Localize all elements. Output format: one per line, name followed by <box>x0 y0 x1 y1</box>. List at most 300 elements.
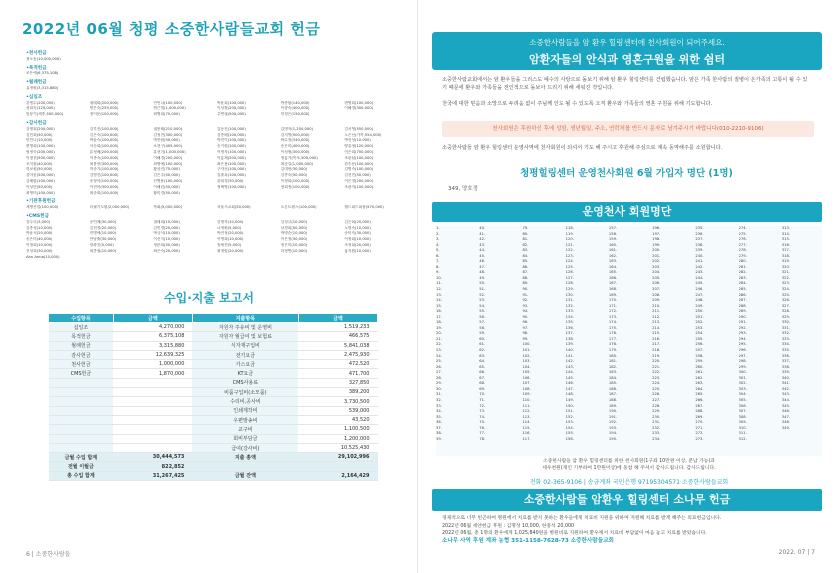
roster-entry: 349. <box>781 425 790 430</box>
roster-entry: 280. <box>738 259 747 264</box>
roster-entry: 104. <box>522 364 531 369</box>
table-cell: 전기요금 <box>192 350 298 359</box>
pine-text <box>442 515 812 545</box>
roster-entry: 56. <box>479 314 486 319</box>
donor-entry: 이정현(500,000) <box>26 155 55 160</box>
roster-entry: 94. <box>522 309 529 314</box>
roster-entry: 64. <box>479 359 486 364</box>
roster-entry: 192. <box>608 420 618 425</box>
roster-entry: 244. <box>695 275 704 280</box>
roster-entry: 215. <box>652 331 661 336</box>
roster-entry: 285. <box>738 287 747 292</box>
roster-entry: 272. <box>695 431 704 436</box>
donation-heading: •십일조 <box>26 94 43 100</box>
roster-entry: 76. <box>479 425 486 430</box>
donor-entry: 권봉태(210,000) <box>153 126 183 131</box>
income-expense-table <box>48 313 378 481</box>
roster-entry: 251. <box>695 314 704 319</box>
table-header: 금액 <box>113 314 192 323</box>
roster-entry: 208. <box>652 292 661 297</box>
roster-entry: 162. <box>608 253 618 258</box>
table-cell: 1,100,500 <box>298 425 377 434</box>
roster-entry: 58. <box>479 325 486 330</box>
roster-entry: 268. <box>695 409 704 414</box>
table-cell: 30,444,573 <box>113 453 192 462</box>
roster-entry: 253. <box>695 325 704 330</box>
table-cell: 466,575 <box>298 332 377 341</box>
roster-entry: 288. <box>738 303 747 308</box>
roster-entry: 248. <box>695 298 704 303</box>
roster-entry: 86. <box>522 264 529 269</box>
roster-entry: 51. <box>479 287 486 292</box>
pine-account: 소나무 사역 후원 계좌 농협 351-1158-7628-73 소중한사람들교회 <box>442 537 614 544</box>
table-cell: 43,520 <box>298 415 377 424</box>
donor-entry: 최영미(100,000) <box>26 190 55 195</box>
donor-entry: 송은미(40,000) <box>26 237 53 242</box>
roster-entry: 159. <box>608 237 618 242</box>
roster-entry: 142. <box>565 359 574 364</box>
roster-entry: 165. <box>608 270 618 275</box>
roster-entry: 108. <box>522 386 531 391</box>
table-cell: 식자재구입비 <box>192 341 298 350</box>
donor-entry: 송기원(100,000) <box>217 144 246 149</box>
donor-entry: 최종권(10,000) <box>89 248 117 253</box>
donor-entry: 구자선(100,000) <box>217 167 246 172</box>
donor-entry: 정은미(10,000) <box>280 242 308 247</box>
roster-entry: 13. <box>436 292 442 297</box>
roster-entry: 323. <box>781 281 790 286</box>
table-cell: CMS헌금 <box>49 369 114 378</box>
table-cell: 1,870,000 <box>113 369 192 378</box>
roster-entry: 314. <box>781 231 790 236</box>
donor-entry: 정택영(100,000) <box>217 184 246 189</box>
roster-entry: 47. <box>479 264 486 269</box>
donor-entry: 김동진(100,000) <box>217 126 246 131</box>
roster-entry: 87. <box>522 270 529 275</box>
donor-entry: 김혜림(100,000) <box>26 178 55 183</box>
roster-entry: 219. <box>652 353 661 358</box>
roster-entry: 239. <box>695 248 704 253</box>
roster-entry: 27. <box>436 370 442 375</box>
donor-entry: 이현아(300,000) <box>89 184 119 189</box>
roster-entry: 118. <box>565 226 574 230</box>
roster-entry: 293. <box>738 331 747 336</box>
donor-entry: 박규식(10,000) <box>153 231 180 236</box>
roster-entry: 339. <box>781 370 790 375</box>
donor-entry: 조정희(20,000) <box>344 242 371 247</box>
roster-entry: 135. <box>565 320 574 325</box>
roster-entry: 317. <box>781 248 790 253</box>
roster-entry: 217. <box>652 342 661 347</box>
donor-entry: 이종숙(100,000) <box>89 155 119 160</box>
donor-entry: 박진이(100,000) <box>217 138 246 143</box>
roster-entry: 346. <box>781 409 790 414</box>
roster-entry: 85. <box>522 259 529 264</box>
roster-entry: 130. <box>565 292 574 297</box>
roster-entry: 331. <box>781 325 790 330</box>
roster-entry: 67. <box>479 375 486 380</box>
roster-entry: 170. <box>608 298 618 303</box>
table-row <box>49 406 378 415</box>
donor-entry: 김민경(20,000) <box>153 225 180 230</box>
donor-entry: 김지영(500,000) <box>280 132 310 137</box>
roster-entry: 49. <box>479 275 486 280</box>
roster-entry: 186. <box>608 386 618 391</box>
roster-entry: 324. <box>781 287 790 292</box>
roster-entry: 296. <box>738 348 747 353</box>
table-cell <box>49 415 114 424</box>
roster-entry: 174. <box>608 320 618 325</box>
roster-entry: 236. <box>695 231 704 236</box>
donor-entry: 김현진(50,000) <box>344 173 371 178</box>
table-cell: 6,375,108 <box>113 332 192 341</box>
table-cell <box>49 443 114 452</box>
donor-entry: 허보섭(50,000) <box>26 167 53 172</box>
table-row <box>49 434 378 443</box>
roster-entry: 240. <box>695 253 704 258</box>
donor-entry: Ahn Anna(10,000) <box>26 254 60 259</box>
roster-entry: 10. <box>436 275 442 280</box>
donor-grid <box>26 71 406 77</box>
roster-entry: 178. <box>608 342 618 347</box>
donor-entry: 홍지원(10,000) <box>344 248 371 253</box>
thanks-notice <box>436 458 822 472</box>
roster-entry: 26. <box>436 364 442 369</box>
roster-entry: 319. <box>781 259 790 264</box>
donor-entry: 서울시교회(50,000) <box>217 205 251 210</box>
roster-entry: 203. <box>652 264 661 269</box>
donor-entry: 공인례(30,000) <box>89 219 117 224</box>
donation-heading: •천사헌금 <box>26 51 47 56</box>
roster-entry: 238. <box>695 242 704 247</box>
donor-entry: 최은숙(20,000) <box>153 248 180 253</box>
table-cell: 29,102,996 <box>298 453 377 462</box>
roster-entry: 326. <box>781 298 790 303</box>
roster-entry: 117. <box>522 436 531 441</box>
table-row <box>49 323 378 332</box>
roster-entry: 242. <box>695 264 704 269</box>
roster-entry: 329. <box>781 314 790 319</box>
donor-entry: 강두리(3,000) <box>26 219 51 224</box>
roster-entry: 290. <box>738 314 747 319</box>
roster-entry: 343. <box>781 392 790 397</box>
roster-entry: 209. <box>652 298 661 303</box>
roster-entry: 153. <box>565 420 574 425</box>
bank-account: 전화 02-365-9106 | 송금계좌 국민은행 97195304571 소중한사람들교회 <box>529 479 729 486</box>
table-cell: 금월 수입 합계 <box>49 453 114 462</box>
table-cell: 5,841,038 <box>298 341 377 350</box>
roster-entry: 321. <box>781 270 790 275</box>
angel-banner <box>432 32 822 70</box>
donor-grid <box>26 220 406 261</box>
donor-entry: 권태희(10,000) <box>153 219 180 224</box>
donation-heading: •감사헌금 <box>26 120 47 126</box>
table-cell: 십일조 <box>49 323 114 332</box>
donor-entry: 김성규(10,000) <box>280 219 308 224</box>
roster-entry: 132. <box>565 303 574 308</box>
table-cell: 수리비,공사비 <box>192 397 298 406</box>
angel-banner-title: 암환자들의 안식과 영혼구원을 위한 쉼터 <box>529 53 725 66</box>
table-cell: 1,200,000 <box>298 434 377 443</box>
roster-entry: 286. <box>738 292 747 297</box>
roster-entry: 131. <box>565 298 574 303</box>
roster-entry: 141. <box>565 353 574 358</box>
roster-entry: 42. <box>479 237 486 242</box>
donor-entry: 박명순(10,000) <box>280 231 308 236</box>
table-row <box>49 388 378 397</box>
roster-entry: 169. <box>608 292 618 297</box>
roster-entry: 66. <box>479 370 486 375</box>
donor-entry: 신영용(100,000) <box>153 178 183 183</box>
roster-entry: 265. <box>695 392 704 397</box>
table-cell: 1,519,233 <box>298 323 377 332</box>
donor-entry: 이향숙(400,000) <box>280 106 310 111</box>
roster-entry: 113. <box>522 414 531 419</box>
donor-entry: 더필기도원(2,000,000) <box>89 205 130 210</box>
roster-entry: 2. <box>436 231 440 236</box>
roster-entry: 57. <box>479 320 486 325</box>
roster-entry: 102. <box>522 353 531 358</box>
roster-entry: 234. <box>652 436 661 441</box>
table-row <box>49 471 378 480</box>
roster-entry: 89. <box>522 281 529 286</box>
roster-entry: 154. <box>565 425 574 430</box>
roster-entry: 187. <box>608 392 618 397</box>
roster-entry: 284. <box>738 281 747 286</box>
pine-banner <box>432 489 822 511</box>
roster-entry: 61. <box>479 342 486 347</box>
roster-entry: 106. <box>522 375 531 380</box>
roster-entry: 71. <box>479 397 486 402</box>
roster-entry: 273. <box>695 436 704 441</box>
roster-entry: 18. <box>436 320 442 325</box>
roster-entry: 24. <box>436 353 442 358</box>
roster-entry: 182. <box>608 364 618 369</box>
roster-entry: 197. <box>652 231 661 236</box>
roster-entry: 222. <box>652 370 661 375</box>
table-cell: 2,164,429 <box>298 471 377 480</box>
roster-entry: 200. <box>652 248 661 253</box>
roster-entry: 5. <box>436 248 440 253</box>
roster-entry: 48. <box>479 270 486 275</box>
donor-entry: 성희숙(120,000) <box>26 106 55 111</box>
roster-entry: 14. <box>436 298 442 303</box>
roster-entry: 281. <box>738 264 747 269</box>
donor-entry: 최정임(20,000) <box>217 248 244 253</box>
donor-entry: 김은희(20,000) <box>344 219 371 224</box>
roster-entry: 163. <box>608 259 618 264</box>
donor-entry: 변영희(100,000) <box>26 144 55 149</box>
roster-entry: 325. <box>781 292 790 297</box>
donor-entry: 유현기(1,000,000) <box>153 149 186 154</box>
donor-entry: 조지섭(40,000) <box>26 161 53 166</box>
roster-entry: 146. <box>565 381 574 386</box>
roster-entry: 119. <box>565 231 574 236</box>
roster-entry: 45. <box>479 253 486 258</box>
roster-entry: 211. <box>652 309 661 314</box>
roster-entry: 334. <box>781 342 790 347</box>
roster-entry: 207. <box>652 287 661 292</box>
table-cell: 자원자 월급여 및 보험료 <box>192 332 298 341</box>
roster-entry: 258. <box>695 353 704 358</box>
roster-entry: 214. <box>652 325 661 330</box>
roster-entry: 127. <box>565 275 574 280</box>
roster-entry: 75. <box>479 420 486 425</box>
roster-column <box>609 226 649 456</box>
donor-entry: 이해경(300,000) <box>344 106 374 111</box>
table-cell: 급여(강사비) <box>192 443 298 452</box>
roster-entry: 189. <box>608 403 618 408</box>
roster-entry: 73. <box>479 409 486 414</box>
table-cell <box>49 425 114 434</box>
roster-entry: 32. <box>436 397 442 402</box>
donor-entry: 김정진(300,000) <box>153 132 183 137</box>
table-row <box>49 425 378 434</box>
roster-entry: 17. <box>436 314 442 319</box>
intro-paragraph: 소중한사람교회에서는 암 환우들을 그리스도 예수의 사랑으로 돌보기 위해 암 환우 힐링센터를 건립했습니다. 암은 가족 한사람의 질병이 온가족의 고통이 될 수 있기 때문에 환우와 가족들을 전인적으로 돌보아 드리기 위해 세워진 것입니다. <box>442 77 808 91</box>
donor-entry: 이혜린(50,000) <box>153 184 180 189</box>
donor-entry: 박진성(10,000) <box>344 138 371 143</box>
donor-grid <box>26 57 406 63</box>
donor-entry: 장세현(5,000) <box>217 242 242 247</box>
roster-entry: 300. <box>738 370 747 375</box>
donor-entry: 계명산업(100,000) <box>26 205 59 210</box>
roster-title: 운영천사 회원명단 <box>582 205 672 218</box>
table-row <box>49 369 378 378</box>
offering-title: 2022년 06월 청평 소중한사람들교회 헌금 <box>22 20 321 38</box>
table-cell: 472,520 <box>298 360 377 369</box>
roster-entry: 250. <box>695 309 704 314</box>
roster-entry: 97. <box>522 325 529 330</box>
roster-entry: 112. <box>522 409 531 414</box>
roster-entry: 194. <box>608 431 618 436</box>
roster-entry: 177. <box>608 336 618 341</box>
roster-entry: 126. <box>565 270 574 275</box>
roster-entry: 199. <box>652 242 661 247</box>
donor-entry: 안남출(30,000) <box>89 237 117 242</box>
roster-entry: 193. <box>608 425 618 430</box>
roster-entry: 172. <box>608 309 618 314</box>
donor-entry: 이해경(200,000) <box>153 155 183 160</box>
donation-heading: •CMS헌금 <box>26 213 50 219</box>
donor-grid <box>26 205 406 211</box>
roster-entry: 341. <box>781 381 790 386</box>
roster-entry: 205. <box>652 275 661 280</box>
roster-entry: 340. <box>781 375 790 380</box>
roster-entry: 333. <box>781 336 790 341</box>
roster-entry: 344. <box>781 397 790 402</box>
donor-entry: 박윤서(20,000) <box>26 231 53 236</box>
table-cell <box>192 462 298 471</box>
donor-entry: 김춘옥(100,000) <box>217 173 246 178</box>
donor-entry: 김인희(50,000) <box>26 132 53 137</box>
table-cell: 12,639,325 <box>113 350 192 359</box>
donor-entry: 정문희(50,000) <box>153 242 180 247</box>
donor-entry: 엄정숙(200,000) <box>26 149 55 154</box>
roster-entry: 157. <box>608 226 618 230</box>
roster-entry: 23. <box>436 348 442 353</box>
roster-entry: 283. <box>738 275 747 280</box>
roster-entry: 95. <box>522 314 529 319</box>
donation-heading: •월례헌금 <box>26 80 47 86</box>
roster-entry: 336. <box>781 353 790 358</box>
donor-entry: 조관섭(100,000) <box>344 155 374 160</box>
roster-entry: 114. <box>522 420 531 425</box>
roster-entry: 276. <box>738 237 747 242</box>
roster-entry: 328. <box>781 309 790 314</box>
roster-entry: 39. <box>436 436 442 441</box>
roster-entry: 322. <box>781 275 790 280</box>
new-member-list: 349, 양호정 <box>448 186 478 192</box>
roster-entry: 247. <box>695 292 704 297</box>
roster-entry: 278. <box>738 248 747 253</box>
roster-entry: 318. <box>781 253 790 258</box>
roster-entry: 147. <box>565 386 574 391</box>
roster-entry: 279. <box>738 253 747 258</box>
table-cell <box>298 462 377 471</box>
donor-entry: 이명자(100,000) <box>217 149 246 154</box>
donor-entry: 정이문(100,000) <box>89 112 119 117</box>
roster-entry: 38. <box>436 431 442 436</box>
table-cell: 4,270,000 <box>113 323 192 332</box>
table-cell: 자원자 주유비 및 운영비 <box>192 323 298 332</box>
support-paragraph: 소중한사람들 암 환우 힐링센터 운영사역에 천사회원이 되셔서 기도 해 주시고 후원해 주심으로 계속 동역해주를 소원합니다. <box>442 145 723 151</box>
table-cell: 가스요금 <box>192 360 298 369</box>
roster-column <box>695 226 735 456</box>
roster-entry: 202. <box>652 259 661 264</box>
roster-entry: 34. <box>436 409 442 414</box>
donor-entry: 오른트랜스(100,000) <box>280 205 317 210</box>
table-header: 지출항목 <box>192 314 298 323</box>
roster-entry: 266. <box>695 397 704 402</box>
roster-entry: 184. <box>608 375 618 380</box>
roster-entry: 342. <box>781 386 790 391</box>
table-cell <box>113 406 192 415</box>
roster-entry: 175. <box>608 325 618 330</box>
donor-entry: 이은희(700,000) <box>344 149 374 154</box>
roster-entry: 68. <box>479 381 486 386</box>
roster-entry: 3. <box>436 237 440 242</box>
roster-entry: 252. <box>695 320 704 325</box>
donor-entry: 강명희(200,000) <box>26 126 55 131</box>
roster-entry: 158. <box>608 231 618 236</box>
roster-entry: 120. <box>565 237 574 242</box>
roster-entry: 65. <box>479 364 486 369</box>
roster-entry: 144. <box>565 370 574 375</box>
roster-entry: 138. <box>565 336 574 341</box>
roster-entry: 347. <box>781 414 790 419</box>
roster-entry: 59. <box>479 331 486 336</box>
roster-entry: 124. <box>565 259 574 264</box>
table-cell: 389,200 <box>298 388 377 397</box>
roster-entry: 133. <box>565 309 574 314</box>
donor-entry: 최준희(100,000) <box>89 190 119 195</box>
roster-entry: 261. <box>695 370 704 375</box>
roster-entry: 249. <box>695 303 704 308</box>
roster-entry: 63. <box>479 353 486 358</box>
roster-entry: 291. <box>738 320 747 325</box>
thanks-line-1: 소중한사람들 암 환우 힐링센터를 위한 천사회원(1구좌 10만원 이상, 분납 가능)과 <box>543 459 715 464</box>
donor-entry: 민인나(10,000) <box>26 138 53 143</box>
table-cell <box>113 425 192 434</box>
table-row <box>49 462 378 471</box>
donor-entry: 민병애(10,000) <box>89 231 117 236</box>
roster-entry: 84. <box>522 253 529 258</box>
roster-entry: 151. <box>565 409 574 414</box>
table-cell: 인쇄제작비 <box>192 406 298 415</box>
donor-entry: 허준기(100,000) <box>89 167 119 172</box>
donor-entry: 최영애(100,000) <box>153 161 183 166</box>
